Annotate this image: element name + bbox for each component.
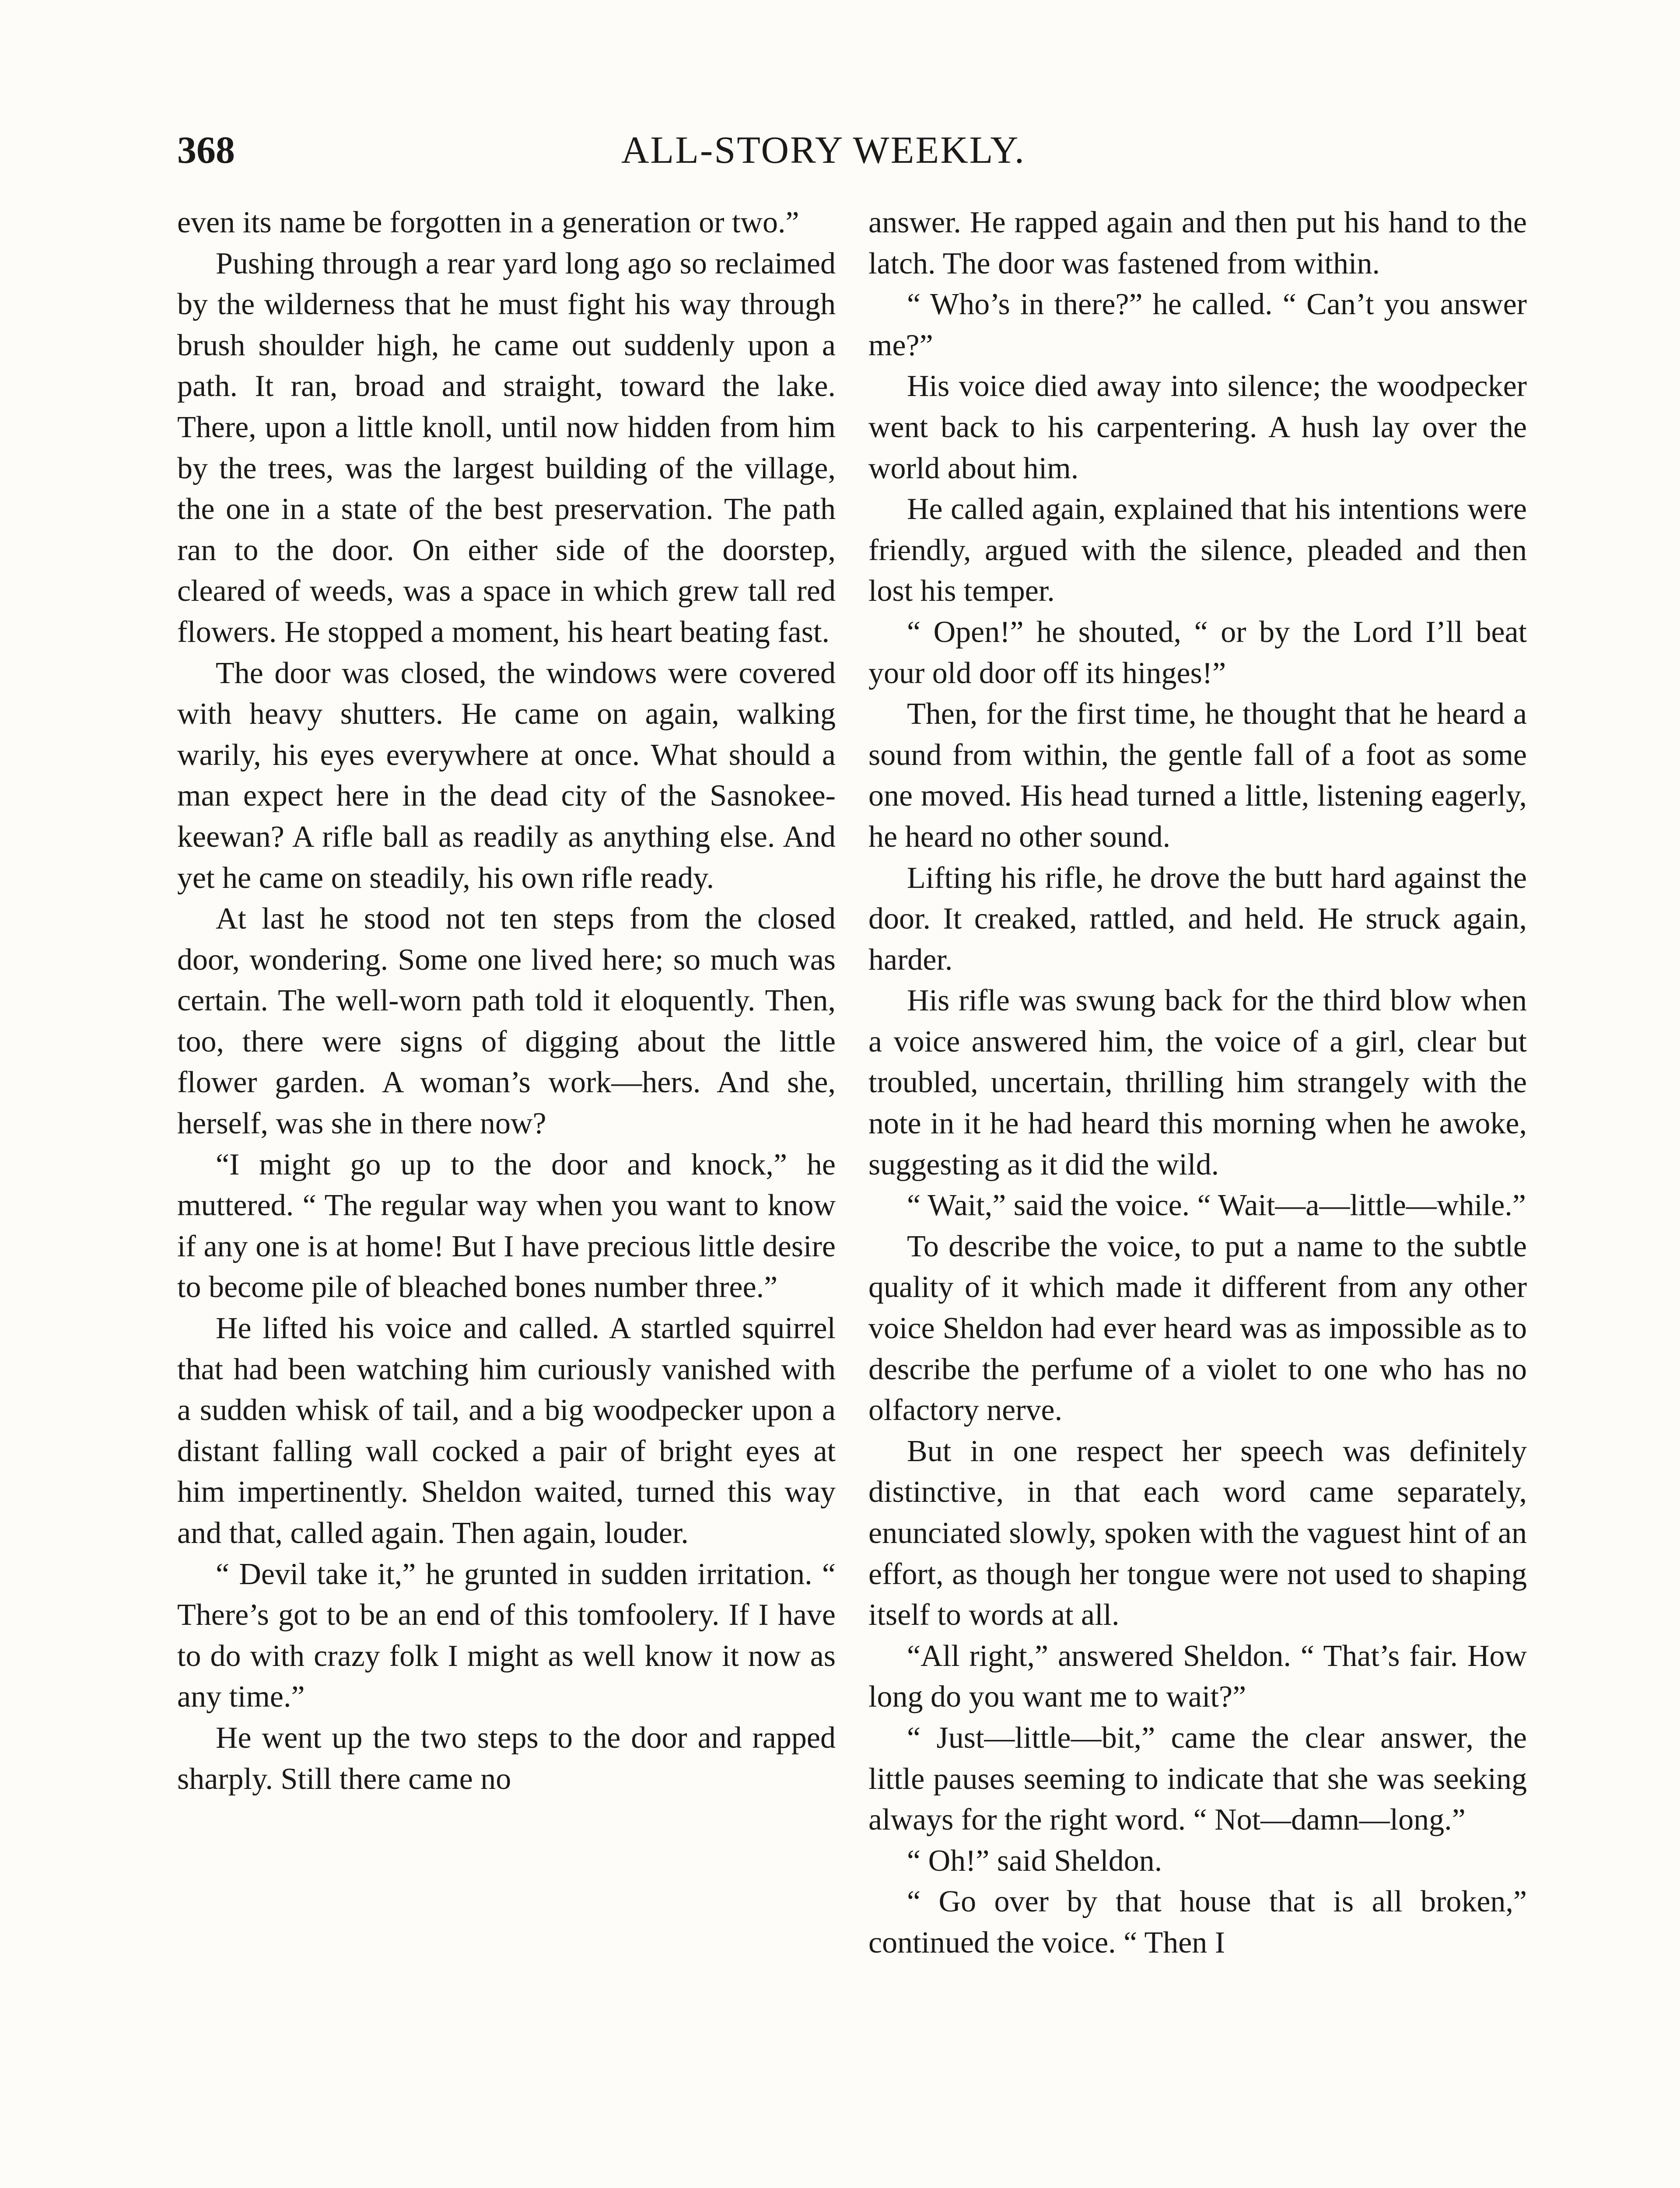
paragraph: He lifted his voice and called. A startled squirrel that had been watching him curiously vanished with a sudden whisk of tail, and a big woodpecker upon a distant falling wall cocked a pair of bright eyes at him impertinently. Sheldon waited, turned this way and that, called again. Then again, louder. <box>177 1311 836 1550</box>
paragraph: His rifle was swung back for the third blow when a voice answered him, the voice of a girl, clear but troubled, uncertain, thrilling him strangely with the note in it he had heard this morning when he awoke, suggesting as it did the wild. <box>868 984 1527 1182</box>
paragraph: answer. He rapped again and then put his hand to the latch. The door was fastened from within. <box>868 206 1527 281</box>
paragraph: Lifting his rifle, he drove the butt hard against the door. It creaked, rattled, and held. He struck again, harder. <box>868 861 1527 977</box>
paragraph: “All right,” answered Sheldon. “ That’s fair. How long do you want me to wait?” <box>868 1639 1527 1714</box>
paragraph: “ Oh!” said Sheldon. <box>907 1844 1162 1878</box>
left-column <box>177 202 836 1799</box>
paragraph: “ Go over by that house that is all broken,” continued the voice. “ Then I <box>868 1885 1527 1960</box>
paragraph: But in one respect her speech was definitely distinctive, in that each word came separately, enunciated slowly, spoken with the vaguest hint of an effort, as though her tongue were not used to shaping itself to words at all. <box>868 1434 1527 1632</box>
page-number: 368 <box>177 129 235 172</box>
paragraph: “I might go up to the door and knock,” he muttered. “ The regular way when you want to know if any one is at home! But I have precious little desire to become pile of bleached bones number three.” <box>177 1147 836 1304</box>
running-head: ALL-STORY WEEKLY. <box>621 129 1026 172</box>
paragraph: “ Devil take it,” he grunted in sudden irritation. “ There’s got to be an end of this tomfoolery. If I have to do with crazy folk I might as well know it now as any time.” <box>177 1557 836 1714</box>
paragraph: “ Who’s in there?” he called. “ Can’t you answer me?” <box>868 288 1527 362</box>
page-header <box>0 131 1680 188</box>
paragraph: To describe the voice, to put a name to the subtle quality of it which made it different from any other voice Sheldon had ever heard was as impossible as to describe the perfume of a violet to one who has no olfactory nerve. <box>868 1229 1527 1427</box>
right-column <box>868 202 1527 1964</box>
paragraph: He called again, explained that his intentions were friendly, argued with the silence, pleaded and then lost his temper. <box>868 492 1527 608</box>
paragraph: His voice died away into silence; the woodpecker went back to his carpentering. A hush lay over the world about him. <box>868 369 1527 485</box>
paragraph: “ Open!” he shouted, “ or by the Lord I’ll beat your old door off its hinges!” <box>868 615 1527 690</box>
paragraph: Then, for the first time, he thought that he heard a sound from within, the gentle fall of a foot as some one moved. His head turned a little, listening eagerly, he heard no other sound. <box>868 697 1527 854</box>
paragraph: “ Just—little—bit,” came the clear answer, the little pauses seeming to indicate that she was seeking always for the right word. “ Not—damn—long.” <box>868 1721 1527 1837</box>
paragraph: The door was closed, the windows were covered with heavy shutters. He came on again, walking warily, his eyes everywhere at once. What should a man expect here in the dead city of the Sasnokee-keewan? A rifle ball as readily as anything else. And yet he came on steadily, his own rifle ready. <box>177 656 836 895</box>
paragraph: Pushing through a rear yard long ago so reclaimed by the wilderness that he must fight his way through brush shoulder high, he came out suddenly upon a path. It ran, broad and straight, toward the lake. There, upon a little knoll, until now hidden from him by the trees, was the largest building of the village, the one in a state of the best preservation. The path ran to the door. On either side of the doorstep, cleared of weeds, was a space in which grew tall red flowers. He stopped a moment, his heart beating fast. <box>177 246 836 649</box>
paragraph: “ Wait,” said the voice. “ Wait—a—little—while.” <box>907 1189 1526 1223</box>
paragraph: He went up the two steps to the door and rapped sharply. Still there came no <box>177 1721 836 1796</box>
paragraph: At last he stood not ten steps from the closed door, wondering. Some one lived here; so much was certain. The well-worn path told it eloquently. Then, too, there were signs of digging about the little flower garden. A woman’s work—hers. And she, herself, was she in there now? <box>177 902 836 1141</box>
paragraph: even its name be forgotten in a generation or two.” <box>177 206 799 239</box>
